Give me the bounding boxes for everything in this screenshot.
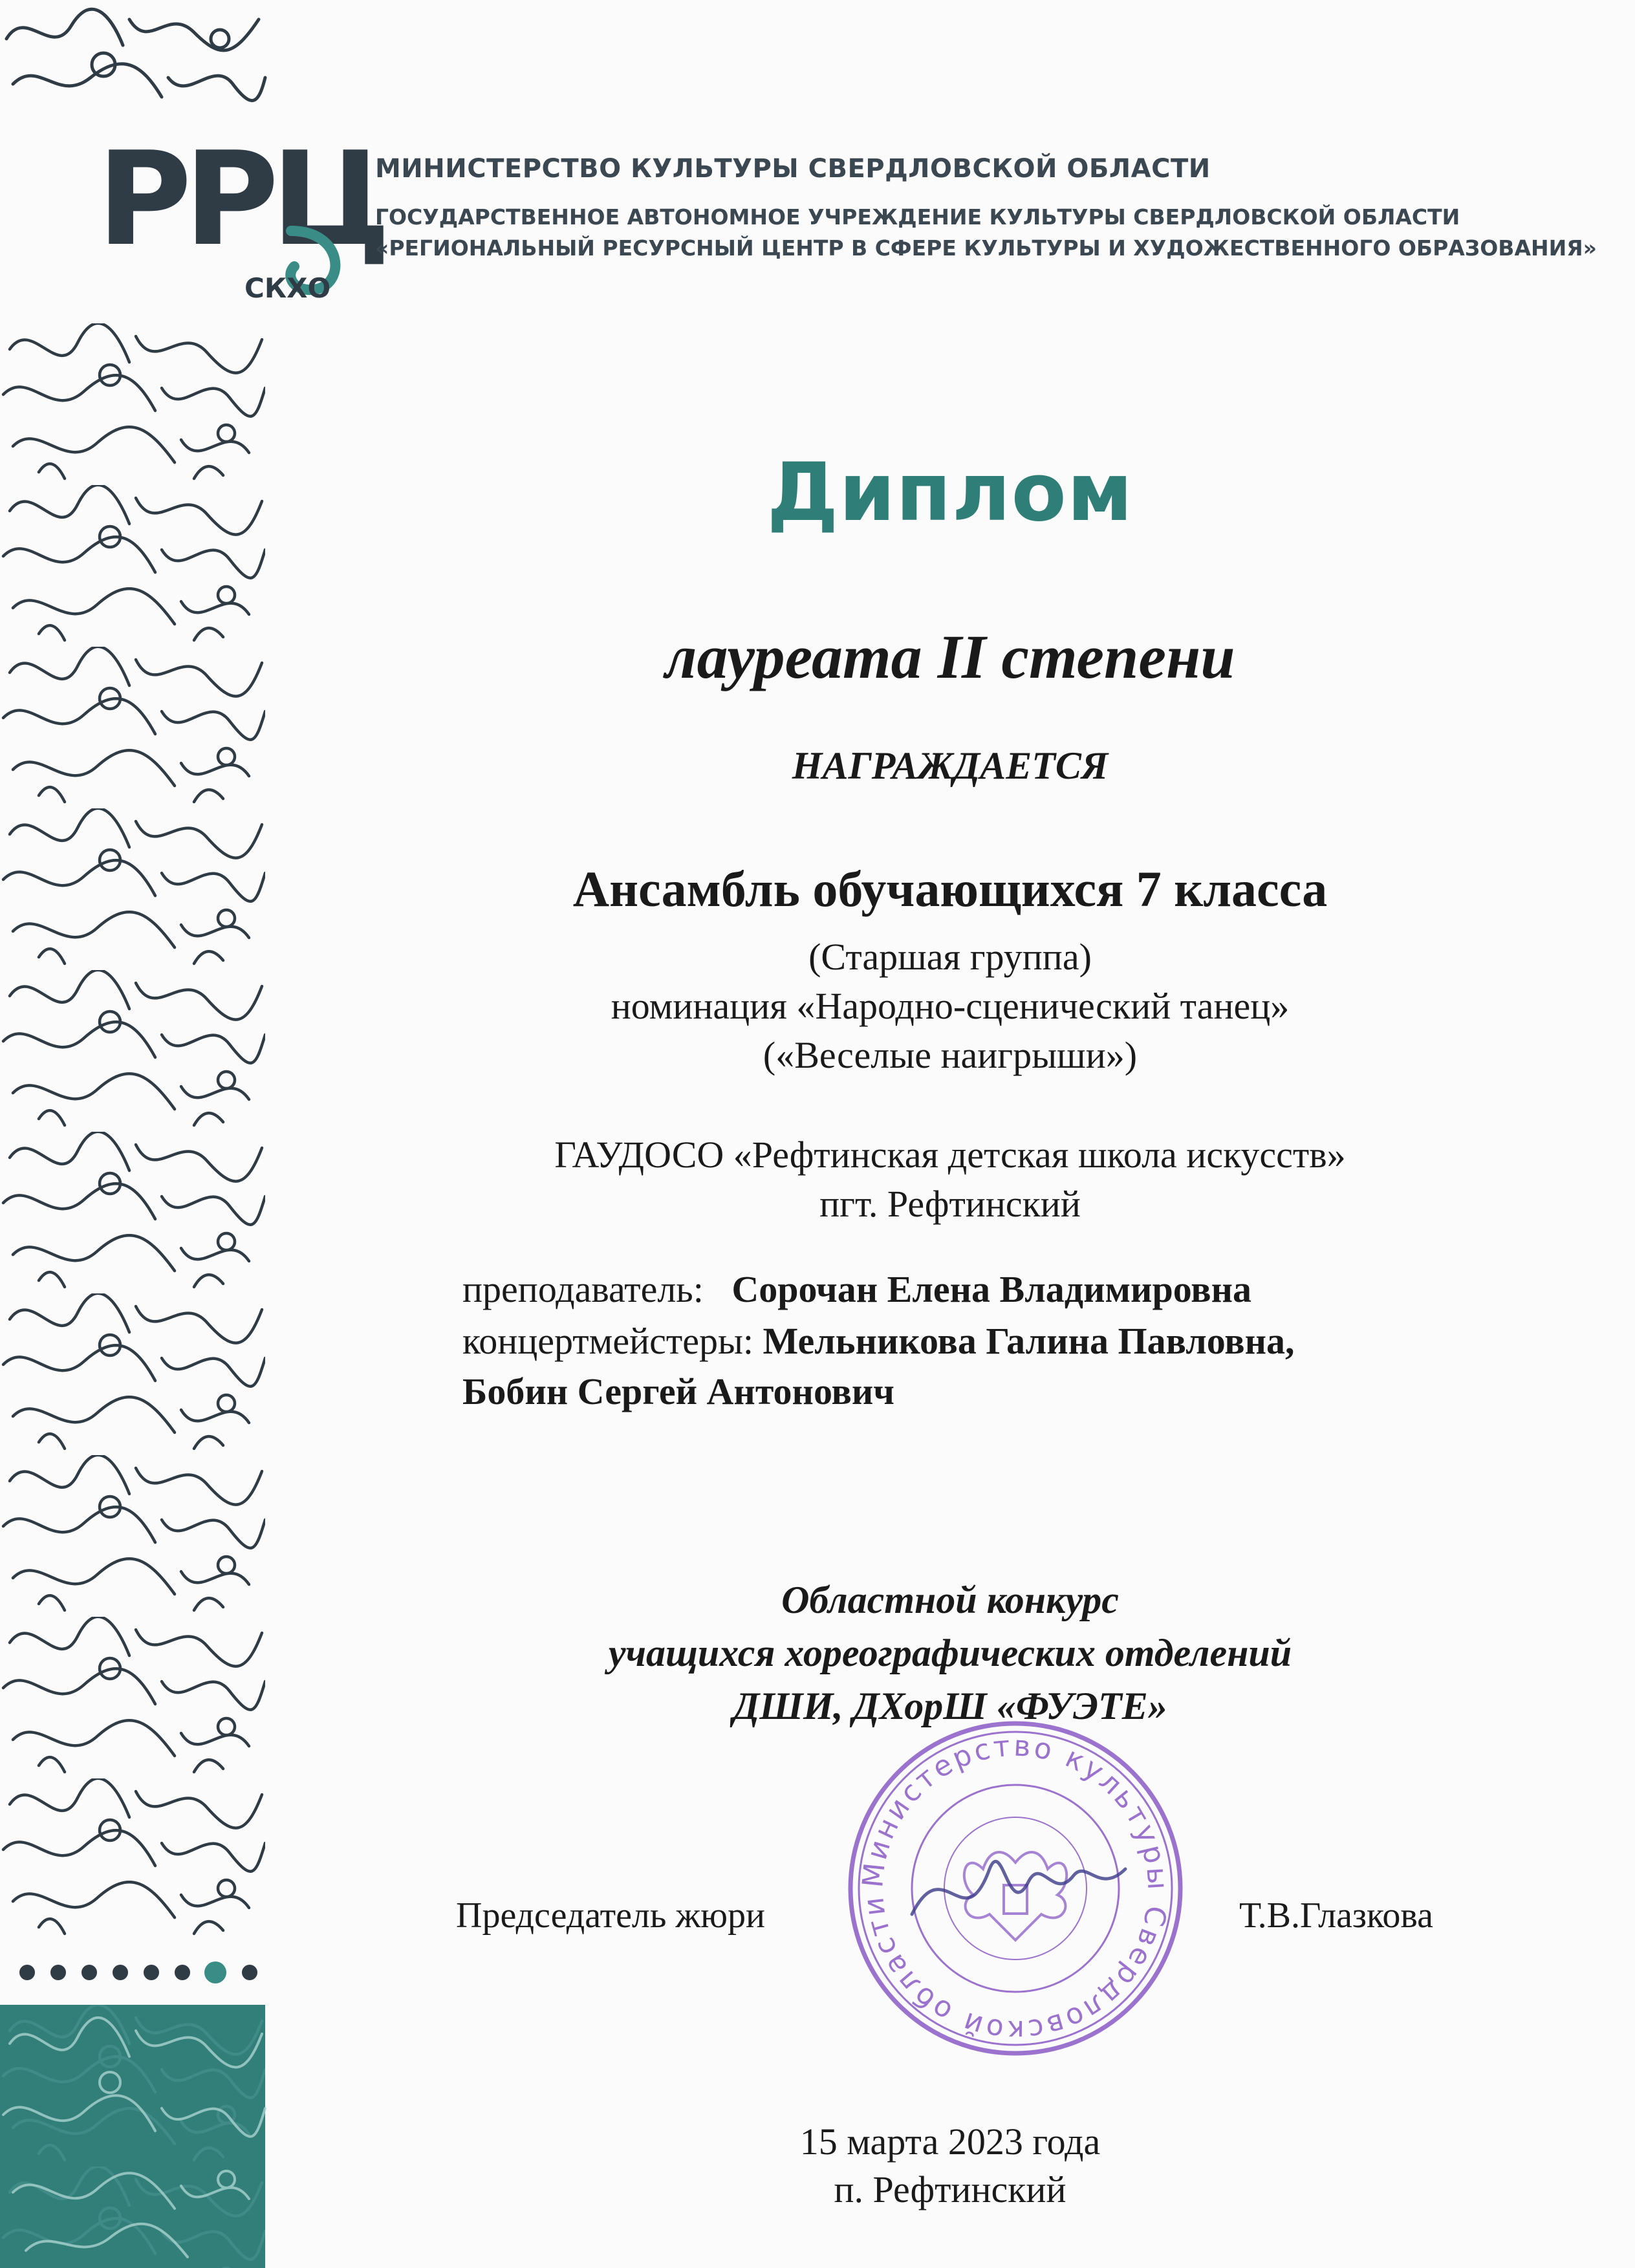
nomination: номинация «Народно-сценический танец»: [611, 985, 1290, 1027]
school-town: пгт. Рефтинский: [819, 1183, 1081, 1225]
diploma-degree: лауреата II степени: [665, 622, 1235, 691]
diploma-date: 15 марта 2023 года: [799, 2121, 1101, 2163]
coat-of-arms-icon: [964, 1852, 1067, 1940]
organization-line-2: «РЕГИОНАЛЬНЫЙ РЕСУРСНЫЙ ЦЕНТР В СФЕРЕ КУЛЬТУРЫ И ХУДОЖЕСТВЕННОГО ОБРАЗОВАНИЯ»: [375, 235, 1597, 261]
accompanist-label: концертмейстеры:: [462, 1320, 754, 1362]
jury-chair-label: Председатель жюри: [456, 1895, 765, 1936]
accompanist-line: [462, 1319, 1295, 1363]
dot: [81, 1965, 97, 1980]
dot: [242, 1965, 257, 1980]
calligraphy-pattern-middle: [0, 323, 265, 1940]
dot: [175, 1965, 190, 1980]
dot: [144, 1965, 159, 1980]
organization-line-1: ГОСУДАРСТВЕННОЕ АВТОНОМНОЕ УЧРЕЖДЕНИЕ КУЛЬТУРЫ СВЕРДЛОВСКОЙ ОБЛАСТИ: [375, 204, 1460, 230]
dot: [113, 1965, 128, 1980]
dot-accent: [204, 1961, 226, 1983]
contest-line-1: Областной конкурс: [781, 1579, 1119, 1621]
accompanist-name-2: Бобин Сергей Антонович: [462, 1370, 894, 1412]
contest-line-2: учащихся хореографических отделений: [608, 1632, 1292, 1674]
teacher-line: [462, 1268, 1251, 1311]
logo-letters: РРЦ: [97, 124, 384, 275]
stamp-text: Министерство культуры Свердловской области: [856, 1729, 1175, 2047]
decorative-strip: [0, 0, 265, 2268]
rrc-logo: [97, 124, 384, 312]
performance-piece: («Веселые наигрыши»): [763, 1034, 1138, 1076]
calligraphy-pattern-bottom: [0, 2005, 265, 2268]
dot-row: [19, 1965, 265, 1983]
calligraphy-pattern-top: [0, 0, 265, 110]
teacher-label: преподаватель:: [462, 1268, 704, 1310]
jury-chair-name: Т.В.Глазкова: [1239, 1895, 1433, 1936]
awarded-label: НАГРАЖДАЕТСЯ: [792, 744, 1109, 787]
official-stamp: [834, 1707, 1196, 2069]
dot: [19, 1965, 35, 1980]
recipient-name: Ансамбль обучающихся 7 класса: [572, 861, 1328, 917]
contest-line-3: ДШИ, ДХорШ «ФУЭТЕ»: [733, 1685, 1167, 1727]
diploma-title: Диплом: [766, 446, 1134, 539]
dot: [50, 1965, 66, 1980]
school-name: ГАУДОСО «Рефтинская детская школа искусств»: [554, 1134, 1346, 1176]
logo-subtext: СКХО: [244, 272, 331, 304]
accompanist-name-1: Мельникова Галина Павловна,: [763, 1320, 1295, 1362]
recipient-group: (Старшая группа): [808, 936, 1092, 978]
ministry-heading: МИНИСТЕРСТВО КУЛЬТУРЫ СВЕРДЛОВСКОЙ ОБЛАСТИ: [375, 154, 1211, 184]
teacher-name: Сорочан Елена Владимировна: [731, 1268, 1251, 1310]
diploma-place: п. Рефтинский: [834, 2168, 1067, 2210]
